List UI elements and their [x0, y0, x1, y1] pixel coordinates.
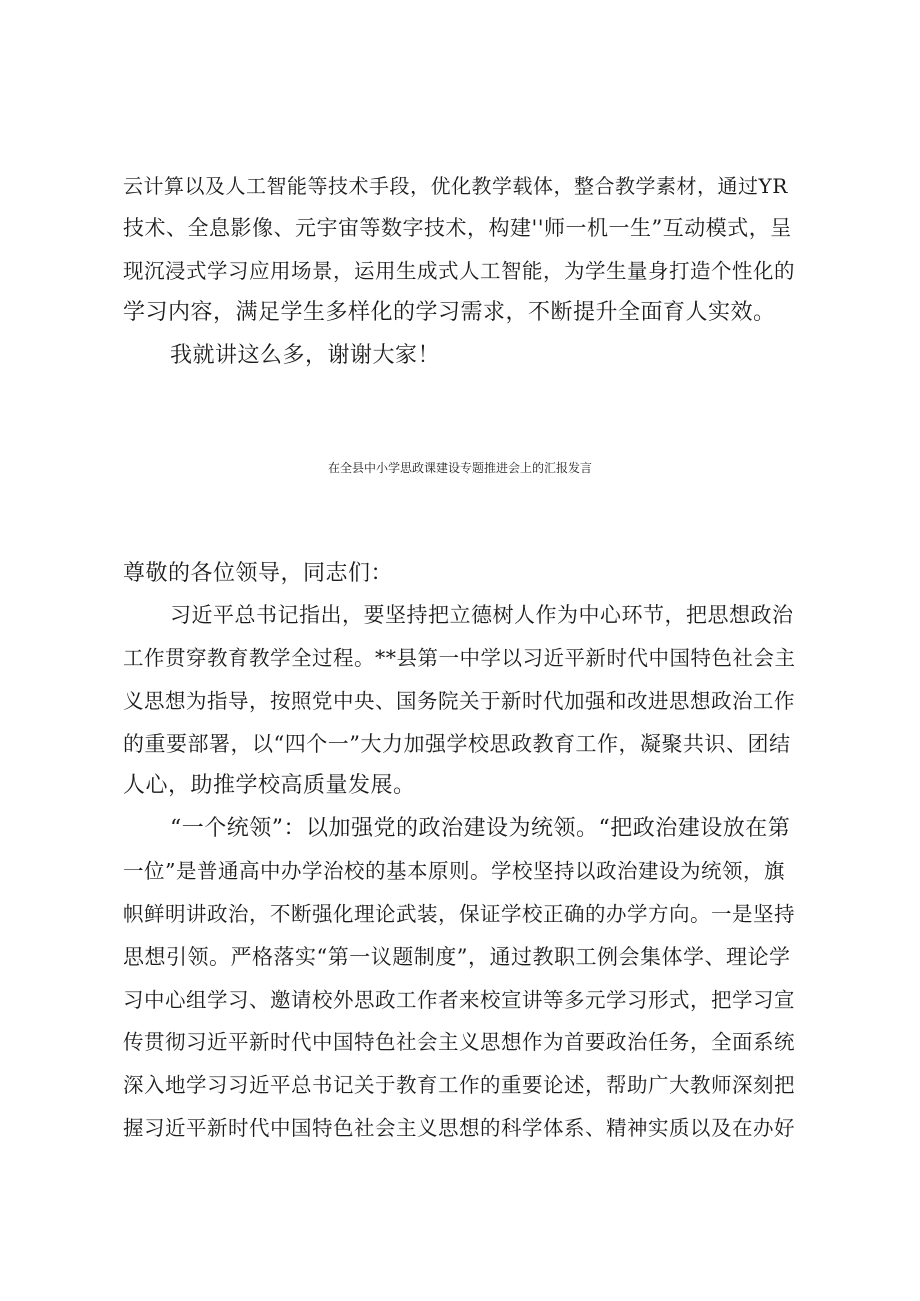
document-title: 在全县中小学思政课建设专题推进会上的汇报发言 [327, 461, 592, 475]
para2-line-8: 握习近平新时代中国特色社会主义思想的科学体系、精神实质以及在办好 [123, 1116, 795, 1140]
prev-line-2: 技术、全息影像、元宇宙等数字技术，构建''师一机一生”互动模式，呈 [123, 216, 792, 240]
prev-line-3: 现沉浸式学习应用场景，运用生成式人工智能，为学生量身打造个性化的 [123, 259, 795, 283]
para2-line-6: 传贯彻习近平新时代中国特色社会主义思想作为首要政治任务，全面系统 [123, 1030, 795, 1054]
para1-line-1: 习近平总书记指出，要坚持把立德树人作为中心环节，把思想政治 [170, 603, 794, 627]
closing-remark: 我就讲这么多，谢谢大家！ [170, 343, 441, 368]
para1-line-4: 的重要部署，以“四个一”大力加强学校思政教育工作，凝聚共识、团结 [123, 732, 791, 756]
prev-line-1: 云计算以及人工智能等技术手段，优化教学载体，整合教学素材，通过YR [123, 174, 788, 198]
salutation: 尊敬的各位领导，同志们： [123, 561, 394, 586]
para2-line-2: 一位”是普通高中办学治校的基本原则。学校坚持以政治建设为统领，旗 [123, 859, 785, 883]
para2-line-4: 思想引领。严格落实“第一议题制度”，通过教职工例会集体学、理论学 [123, 945, 791, 969]
para2-line-5: 习中心组学习、邀请校外思政工作者来校宣讲等多元学习形式，把学习宣 [123, 988, 795, 1012]
para1-line-3: 义思想为指导，按照党中央、国务院关于新时代加强和改进思想政治工作 [123, 689, 795, 713]
para2-line-1: “一个统领”：以加强党的政治建设为统领。“把政治建设放在第 [170, 816, 791, 841]
para1-line-2: 工作贯穿教育教学全过程。**县第一中学以习近平新时代中国特色社会主 [123, 646, 796, 670]
para2-line-3: 帜鲜明讲政治，不断强化理论武装，保证学校正确的办学方向。一是坚持 [123, 902, 795, 926]
para1-line-5: 人心，助推学校高质量发展。 [123, 773, 416, 798]
prev-line-4: 学习内容，满足学生多样化的学习需求，不断提升全面育人实效。 [123, 300, 776, 325]
para2-line-7: 深入地学习习近平总书记关于教育工作的重要论述，帮助广大教师深刻把 [123, 1073, 795, 1097]
